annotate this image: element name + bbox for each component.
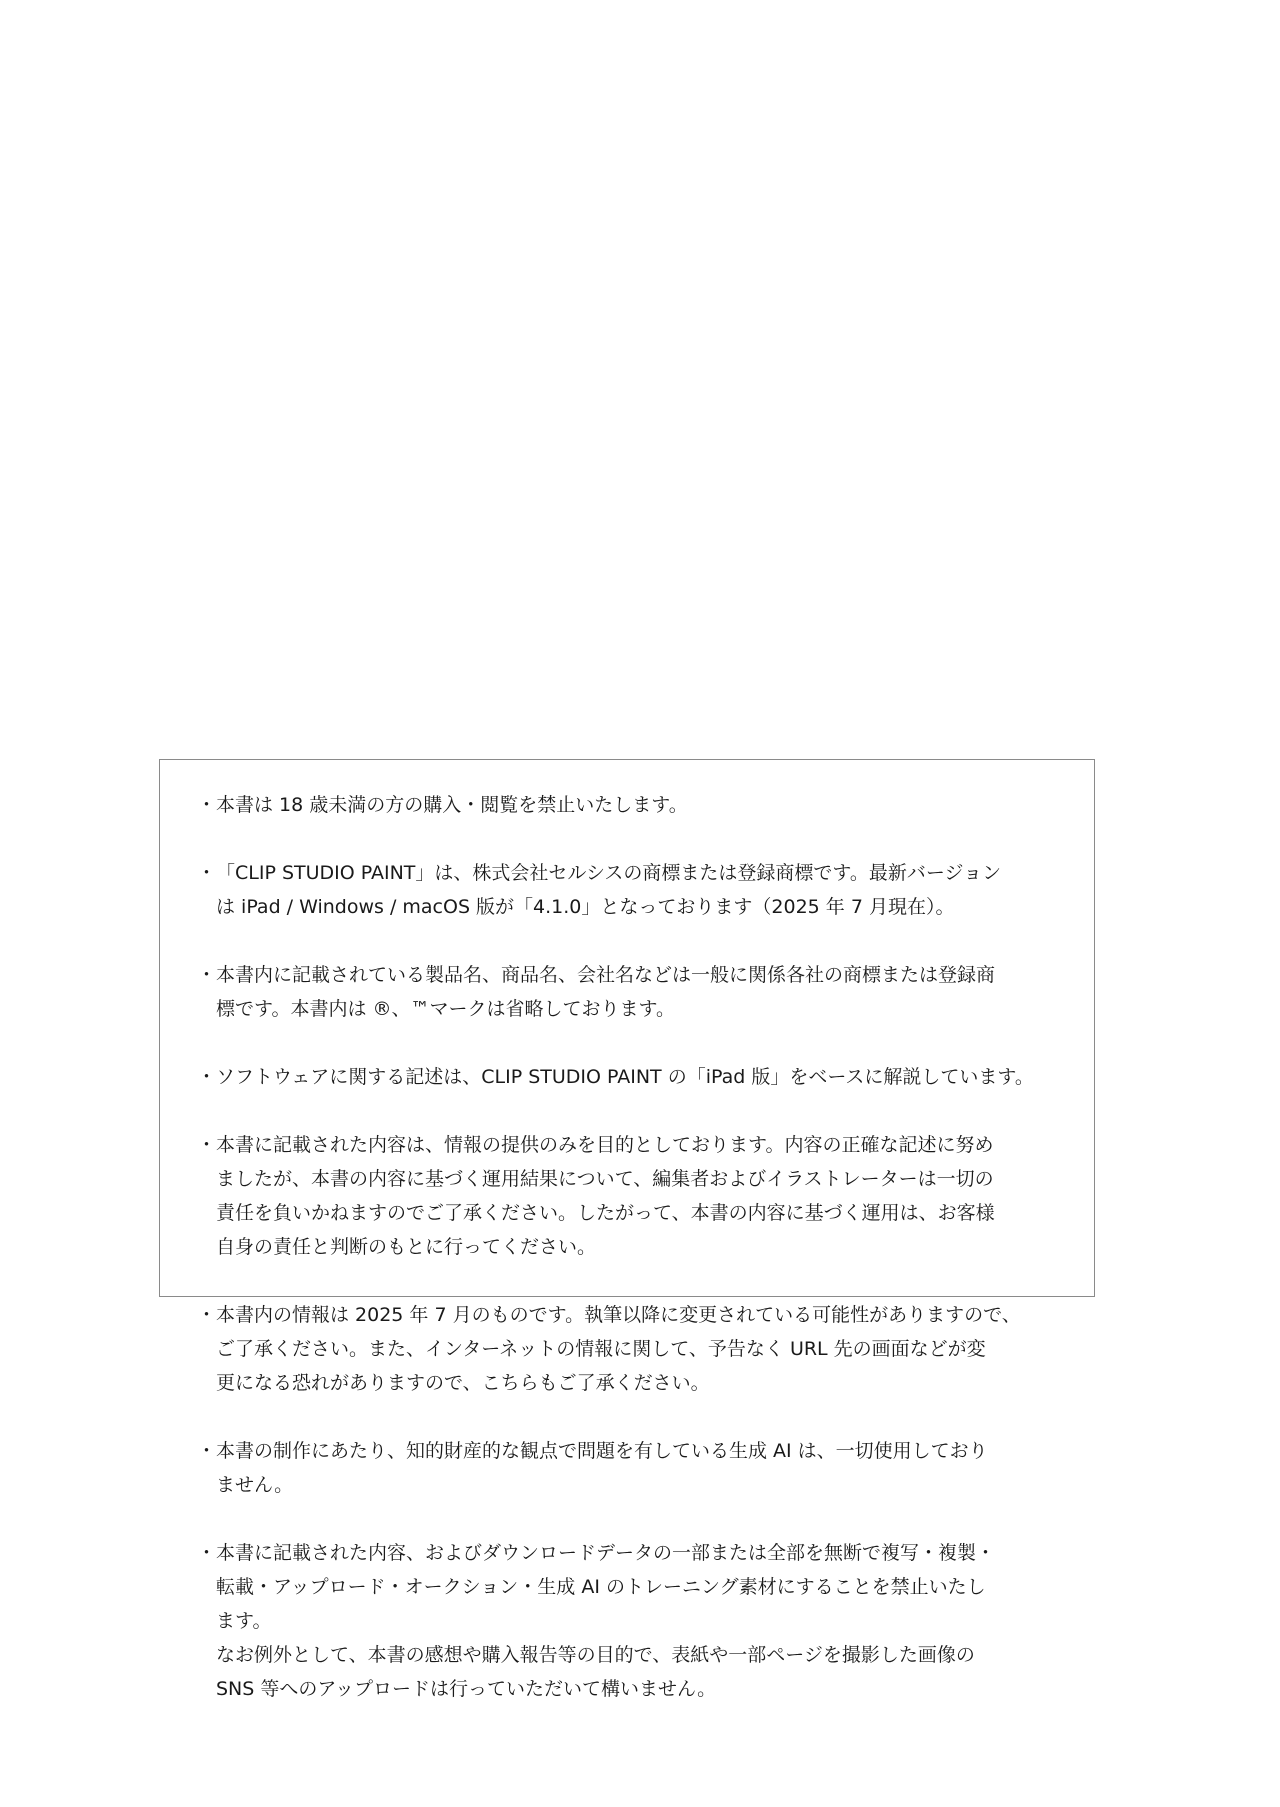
notice-text: ソフトウェアに関する記述は、CLIP STUDIO PAINT の「iPad 版」をベースに解説しています。 <box>216 1066 1034 1088</box>
notice-text: 本書は 18 歳未満の方の購入・閲覧を禁止いたします。 <box>216 794 688 816</box>
notice-software-version <box>197 1060 1058 1094</box>
notice-trademark-clip-studio <box>197 856 1058 924</box>
notice-text: 本書に記載された内容、およびダウンロードデータの一部または全部を無断で複写・複製・ 転載・アップロード・オークション・生成 AI のトレーニング素材にすることを禁止いたし ます。 なお例外として、本書の感想や購入報告等の目的で、表紙や一部ページを撮影した画像の SNS 等へのアップロードは行っていただいて構いません。 <box>216 1542 996 1700</box>
notice-reproduction <box>197 1536 1058 1706</box>
bullet-marker: ・ <box>197 1440 217 1462</box>
notice-text: 本書の制作にあたり、知的財産的な観点で問題を有している生成 AI は、一切使用しており ません。 <box>216 1440 988 1496</box>
bullet-marker: ・ <box>197 964 217 986</box>
notice-box <box>159 759 1095 1700</box>
notice-age-restriction <box>197 788 1058 822</box>
notice-text: 「CLIP STUDIO PAINT」は、株式会社セルシスの商標または登録商標です。最新バージョン は iPad / Windows / macOS 版が「4.1.0」となっております（2025 年 7 月現在）。 <box>216 862 1002 918</box>
notice-text: 本書に記載された内容は、情報の提供のみを目的としております。内容の正確な記述に努め ましたが、本書の内容に基づく運用結果について、編集者およびイラストレーターは一切の 責任を負いかねますのでご了承ください。したがって、本書の内容に基づく運用は、お客様 自身の責任と判断のもとに行ってください。 <box>216 1134 995 1258</box>
bullet-marker: ・ <box>197 1304 217 1326</box>
notice-liability <box>197 1128 1058 1264</box>
notice-list <box>197 788 1058 1706</box>
bullet-marker: ・ <box>197 1066 217 1088</box>
bullet-marker: ・ <box>197 1542 217 1564</box>
notice-trademarks-general <box>197 958 1058 1026</box>
bullet-marker: ・ <box>197 862 217 884</box>
notice-information-date <box>197 1298 1058 1400</box>
bullet-marker: ・ <box>197 794 217 816</box>
notice-text: 本書内の情報は 2025 年 7 月のものです。執筆以降に変更されている可能性がありますので、 ご了承ください。また、インターネットの情報に関して、予告なく URL 先の画面などが変 更になる恐れがありますので、こちらもご了承ください。 <box>216 1304 1021 1394</box>
bullet-marker: ・ <box>197 1134 217 1156</box>
notice-generative-ai <box>197 1434 1058 1502</box>
notice-text: 本書内に記載されている製品名、商品名、会社名などは一般に関係各社の商標または登録商 標です。本書内は ®、™マークは省略しております。 <box>216 964 996 1020</box>
